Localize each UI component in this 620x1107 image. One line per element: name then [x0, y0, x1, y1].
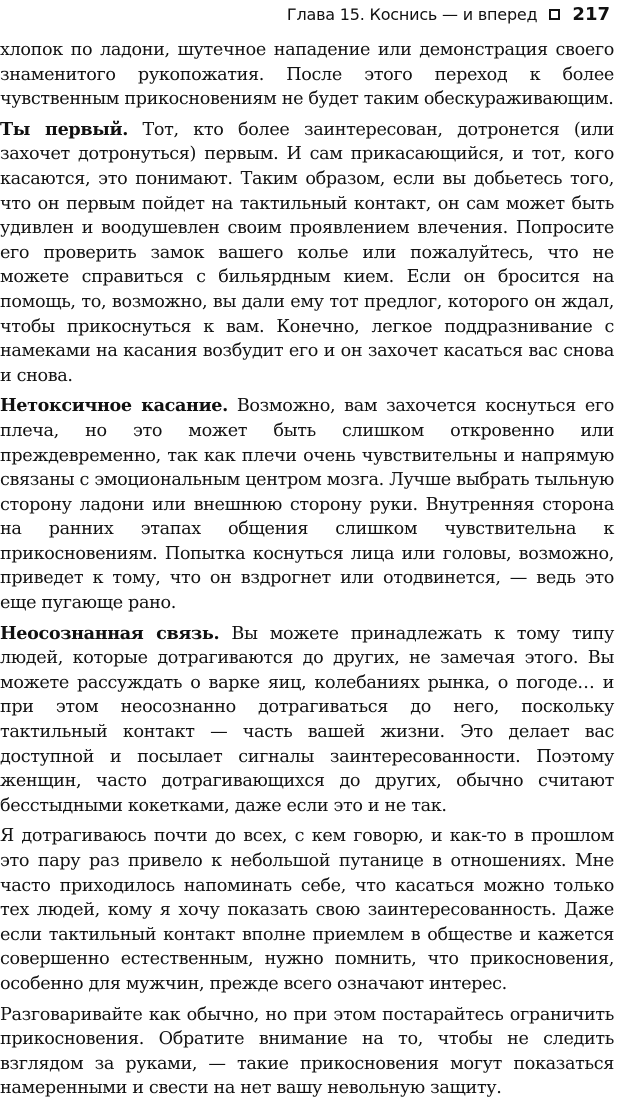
- paragraph-3-lead: Нетоксичное касание.: [0, 395, 228, 417]
- paragraph-4-lead: Неосознанная связь.: [0, 622, 220, 644]
- paragraph-6: [0, 1003, 614, 1101]
- paragraph-1: [0, 38, 614, 112]
- paragraph-3: [0, 394, 614, 615]
- paragraph-5-text: Я дотрагиваюсь почти до всех, с кем говорю, и как-то в прошлом это пару раз привело к небольшой путанице в отношениях. Мне часто приходилось напоминать себе, что касаться можно только тех людей, кому я хочу показать свою заинтересованность. Даже если тактильный контакт вполне приемлем в обществе и кажется совершенно естественным, нужно помнить, что прикосновения, особенно для мужчин, прежде всего означают интерес.: [0, 826, 614, 994]
- paragraph-1-text: хлопок по ладони, шутечное нападение или демонстрация своего знаменитого рукопожатия. После этого переход к более чувственным прикосновениям не будет таким обескураживающим.: [0, 40, 614, 110]
- paragraph-4-text: Вы можете принадлежать к тому типу людей, которые дотрагиваются до других, не замечая этого. Вы можете рассуждать о варке яиц, колебаниях рынка, о погоде… и при этом неосознанно дотрагиваться до него, поскольку тактильный контакт — часть вашей жизни. Это делает вас доступной и посылает сигналы заинтересованности. Поэтому женщин, часто дотрагивающихся до других, обычно считают бесстыдными кокетками, даже если это и не так.: [0, 623, 614, 816]
- chapter-title: Глава 15. Коснись — и вперед: [286, 5, 538, 24]
- running-header: [0, 0, 620, 30]
- paragraph-2: [0, 118, 614, 389]
- page-number: 217: [572, 4, 610, 25]
- square-bullet-icon: [549, 9, 560, 20]
- running-header-content: [287, 4, 610, 25]
- paragraph-4: [0, 622, 614, 819]
- paragraph-3-text: Возможно, вам захочется коснуться его плеча, но это может быть слишком откровенно или преждевременно, так как плечи очень чувствительны и напрямую связаны с эмоциональным центром мозга. Лучше выбрать тыльную сторону ладони или внешнюю сторону руки. Внутренняя сторона на ранних этапах общения слишком чувствительна к прикосновениям. Попытка коснуться лица или головы, возможно, приведет к тому, что он вздрогнет или отодвинется, — ведь это еще пугающе рано.: [0, 396, 614, 614]
- paragraph-2-lead: Ты первый.: [0, 118, 129, 140]
- paragraph-5: [0, 824, 614, 996]
- page-body: [0, 38, 614, 1107]
- paragraph-2-text: Тот, кто более заинтересован, дотронется (или захочет дотронуться) первым. И сам прикасающийся, и тот, кого касаются, это понимают. Таким образом, если вы добьетесь того, что он первым пойдет на тактильный контакт, он сам может быть удивлен и воодушевлен своим проявлением влечения. Попросите его проверить замок вашего колье или пожалуйтесь, что не можете справиться с бильярдным кием. Если он бросится на помощь, то, возможно, вы дали ему тот предлог, которого он ждал, чтобы прикоснуться к вам. Конечно, легкое поддразнивание с намеками на касания возбудит его и он захочет касаться вас снова и снова.: [0, 119, 614, 386]
- paragraph-6-text: Разговаривайте как обычно, но при этом постарайтесь ограничить прикосновения. Обратите внимание на то, чтобы не следить взглядом за руками, — такие прикосновения могут показаться намеренными и свести на нет вашу невольную защиту.: [0, 1004, 614, 1099]
